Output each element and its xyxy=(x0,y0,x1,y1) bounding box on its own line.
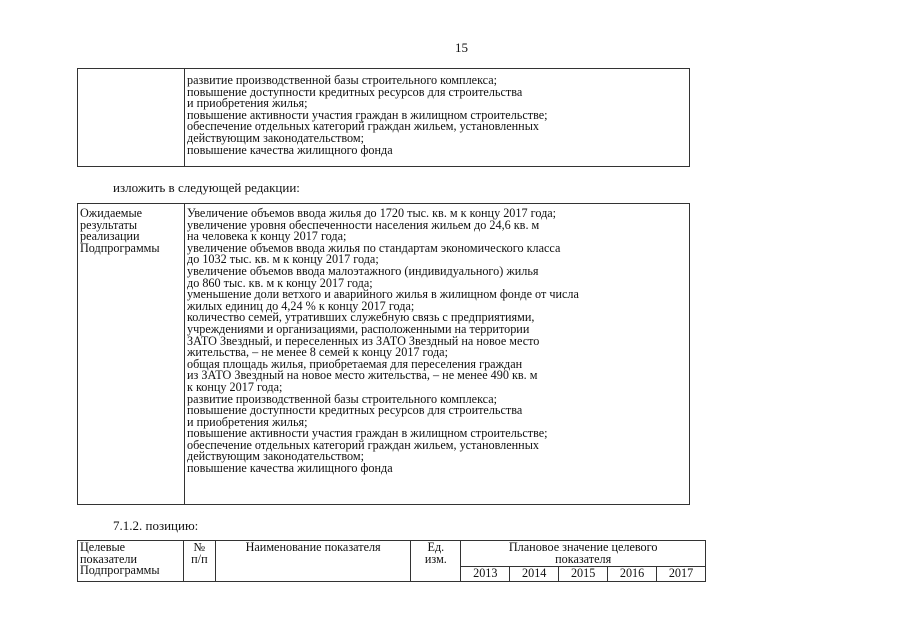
text-line: и приобретения жилья; xyxy=(187,96,308,111)
text-line: увеличение уровня обеспеченности населения жильем до 24,6 кв. м xyxy=(187,217,540,232)
header-line: Ед. xyxy=(427,540,445,554)
text-line: повышение доступности кредитных ресурсов для строительства xyxy=(187,84,523,99)
text-line: учреждениями и организациями, расположенными на территории xyxy=(187,321,530,336)
header-line: п/п xyxy=(191,551,208,566)
position-paragraph: 7.1.2. позицию: xyxy=(113,518,199,533)
text-line: повышение доступности кредитных ресурсов для строительства xyxy=(187,403,523,418)
label-line: Подпрограммы xyxy=(80,240,160,255)
text-line: жительства, – не менее 8 семей к концу 2017 года; xyxy=(187,345,448,360)
text-line: повышение активности участия граждан в жилищном строительстве; xyxy=(187,426,548,441)
text-line: действующим законодательством; xyxy=(187,449,364,464)
target-indicators-table xyxy=(77,540,706,582)
text-line: до 860 тыс. кв. м к концу 2017 года; xyxy=(187,275,373,290)
text-line: повышение активности участия граждан в жилищном строительстве; xyxy=(187,107,548,122)
header-year: 2015 xyxy=(559,567,608,582)
text-line: ЗАТО Звездный, и переселенных из ЗАТО Звездный на новое место xyxy=(187,333,540,348)
expected-results-text xyxy=(187,208,579,475)
text-line: и приобретения жилья; xyxy=(187,414,308,429)
header-line: показатели xyxy=(80,551,138,566)
top-table-column-divider xyxy=(184,69,185,166)
text-line: из ЗАТО Звездный на новое место жительства, – не менее 490 кв. м xyxy=(187,368,538,383)
text-line: увеличение объемов ввода жилья по стандартам экономического класса xyxy=(187,240,561,255)
header-unit xyxy=(411,541,461,582)
text-line: до 1032 тыс. кв. м к концу 2017 года; xyxy=(187,252,379,267)
header-line: показателя xyxy=(555,551,612,566)
text-line: обеспечение отдельных категорий граждан жильем, установленных xyxy=(187,119,539,134)
header-row-number xyxy=(183,541,215,582)
label-line: результаты xyxy=(80,217,138,232)
text-line: действующим законодательством; xyxy=(187,130,364,145)
instruction-paragraph: изложить в следующей редакции: xyxy=(113,180,300,195)
header-line: Плановое значение целевого xyxy=(508,540,658,554)
text-line: к концу 2017 года; xyxy=(187,379,283,394)
header-target-indicators xyxy=(78,541,184,582)
header-line: Целевые xyxy=(80,540,126,554)
label-line: реализации xyxy=(80,229,140,244)
text-line: повышение качества жилищного фонда xyxy=(187,142,393,157)
text-line: повышение качества жилищного фонда xyxy=(187,461,393,476)
header-line: изм. xyxy=(424,551,447,566)
header-year: 2017 xyxy=(657,567,706,582)
text-line: количество семей, утративших служебную связь с предприятиями, xyxy=(187,310,535,325)
top-table-text xyxy=(187,75,548,156)
text-line: Увеличение объемов ввода жилья до 1720 тыс. кв. м к концу 2017 года; xyxy=(187,206,557,220)
text-line: обеспечение отдельных категорий граждан жильем, установленных xyxy=(187,437,539,452)
page-number: 15 xyxy=(455,40,468,55)
text-line: развитие производственной базы строительного комплекса; xyxy=(187,73,498,87)
text-line: общая площадь жилья, приобретаемая для переселения граждан xyxy=(187,356,523,371)
expected-results-label xyxy=(80,208,160,254)
header-year: 2016 xyxy=(608,567,657,582)
header-planned-value xyxy=(461,541,706,567)
expected-results-table xyxy=(77,203,690,505)
label-line: Ожидаемые xyxy=(80,206,143,220)
header-line: № xyxy=(193,540,206,554)
text-line: увеличение объемов ввода малоэтажного (индивидуального) жилья xyxy=(187,263,539,278)
header-line: Подпрограммы xyxy=(80,563,160,578)
header-year: 2014 xyxy=(510,567,559,582)
text-line: на человека к концу 2017 года; xyxy=(187,229,347,244)
text-line: жилых единиц до 4,24 % к концу 2017 года; xyxy=(187,298,415,313)
main-table-column-divider xyxy=(184,204,185,504)
header-indicator-name: Наименование показателя xyxy=(215,541,411,582)
header-year: 2013 xyxy=(461,567,510,582)
top-table xyxy=(77,68,690,167)
text-line: развитие производственной базы строительного комплекса; xyxy=(187,391,498,406)
text-line: уменьшение доли ветхого и аварийного жилья в жилищном фонде от числа xyxy=(187,287,579,302)
